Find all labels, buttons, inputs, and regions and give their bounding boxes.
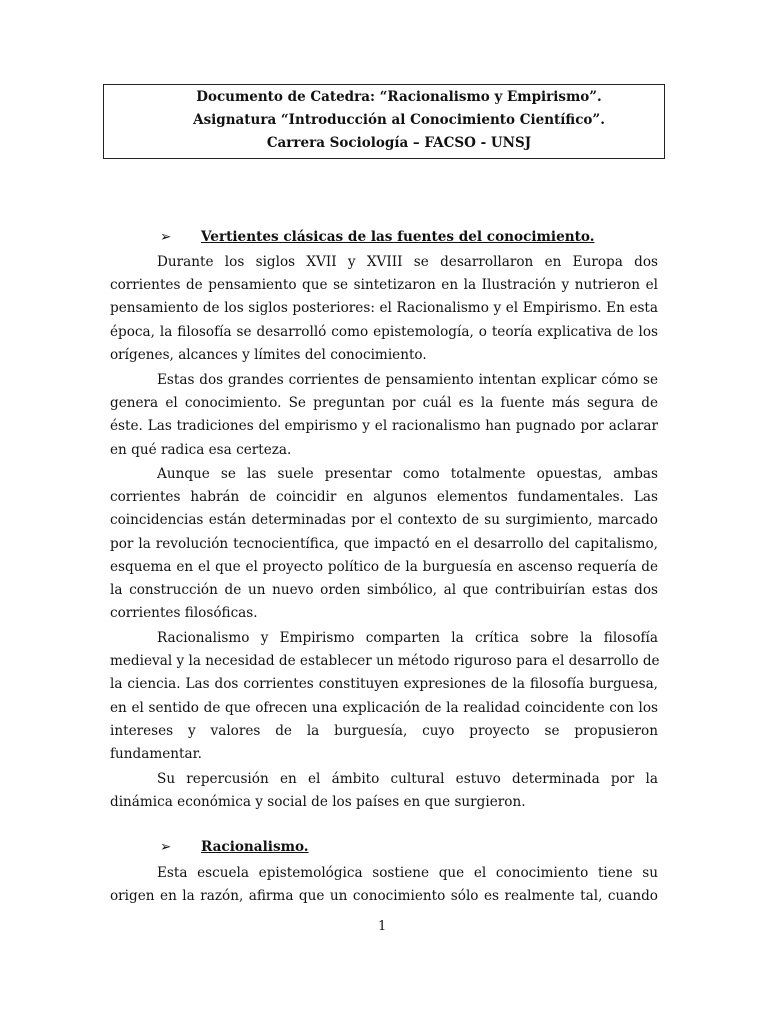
page-number: 1 [378,919,387,934]
paragraph [110,862,658,908]
text-line: la ciencia. Las dos corrientes constituyen expresiones de la filosofía burguesa, [110,676,658,693]
header-title: Documento de Catedra: “Racionalismo y Empirismo”. [196,89,602,105]
text-line: la construcción de un nuevo orden simbólico, al que contribuirían estas dos [110,581,658,598]
text-line: corrientes habrán de coincidir en algunos elementos fundamentales. Las [110,489,658,506]
text-line: origen en la razón, afirma que un conocimiento sólo es realmente tal, cuando [110,888,658,905]
text-line: Su repercusión en el ámbito cultural estuvo determinada por la [157,771,658,787]
text-line: dinámica económica y social de los países en que surgieron. [110,794,526,811]
section-heading [160,839,309,855]
text-line: época, la filosofía se desarrolló como epistemología, o teoría explicativa de los [110,323,658,340]
header-subject: Asignatura “Introducción al Conocimiento Científico”. [193,112,605,128]
header-career: Carrera Sociología – FACSO - UNSJ [266,135,532,151]
document-header-box [103,84,665,159]
paragraph [110,627,658,766]
text-line: en qué radica esa certeza. [110,441,292,458]
section-heading-text: Racionalismo. [201,839,309,855]
text-line: corrientes filosóficas. [110,605,258,622]
text-line: corrientes de pensamiento que se sintetizaron en la Ilustración y nutrieron el [110,277,658,294]
text-line: medieval y la necesidad de establecer un método riguroso para el desarrollo de [110,653,660,670]
paragraph [110,251,658,367]
text-line: pensamiento de los siglos posteriores: el Racionalismo y el Empirismo. En esta [110,300,658,317]
text-line: Aunque se las suele presentar como totalmente opuestas, ambas [157,466,658,482]
text-line: coincidencias están determinadas por el contexto de su surgimiento, marcado [110,512,658,529]
section-heading-text: Vertientes clásicas de las fuentes del conocimiento. [201,229,595,245]
arrow-bullet-icon: ➢ [160,229,172,245]
text-line: Esta escuela epistemológica sostiene que el conocimiento tiene su [157,865,658,881]
paragraph [110,369,658,462]
text-line: Estas dos grandes corrientes de pensamiento intentan explicar cómo se [157,372,658,388]
text-line: éste. Las tradiciones del empirismo y el racionalismo han pugnado por aclarar [110,418,658,435]
text-line: genera el conocimiento. Se preguntan por cuál es la fuente más segura de [110,395,658,412]
text-line: intereses y valores de la burguesía, cuyo proyecto se propusieron [110,722,658,739]
text-line: Durante los siglos XVII y XVIII se desarrollaron en Europa dos [157,254,658,270]
text-line: en el sentido de que ofrecen una explicación de la realidad coincidente con los [110,699,658,716]
paragraph [110,768,658,814]
text-line: Racionalismo y Empirismo comparten la crítica sobre la filosofía [157,630,658,646]
text-line: orígenes, alcances y límites del conocimiento. [110,346,427,363]
text-line: fundamentar. [110,745,202,762]
paragraph [110,463,658,625]
text-line: por la revolución tecnocientífica, que impactó en el desarrollo del capitalismo, [110,535,658,552]
arrow-bullet-icon: ➢ [160,839,172,855]
text-line: esquema en el que el proyecto político de la burguesía en ascenso requería de [110,558,658,575]
section-heading [160,229,594,245]
